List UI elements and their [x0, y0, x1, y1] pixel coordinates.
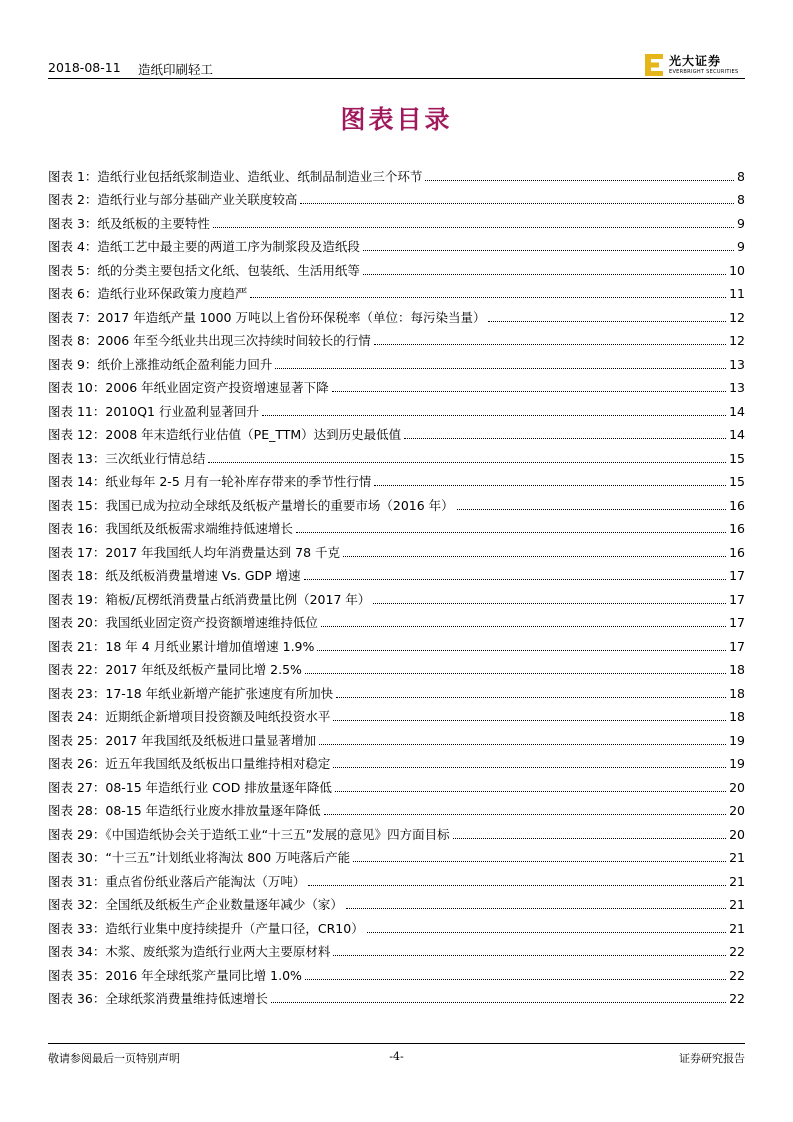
toc-entry-page: 9 [737, 239, 745, 254]
toc-dot-leader [457, 509, 726, 510]
toc-entry-label: 图表 20：我国纸业固定资产投资额增速维持低位 [48, 615, 318, 630]
toc-entry-page: 19 [729, 732, 745, 748]
toc-entry[interactable] [48, 959, 745, 983]
toc-entry-label: 图表 21：18 年 4 月纸业累计增加值增速 1.9% [48, 638, 315, 654]
toc-entry-label: 图表 25：2017 年我国纸及纸板进口量显著增加 [48, 732, 317, 748]
toc-entry-page: 9 [737, 215, 745, 231]
toc-dot-leader [208, 462, 726, 463]
report-date: 2018-08-11 [48, 60, 121, 75]
toc-entry-page: 11 [729, 286, 745, 301]
toc-entry[interactable] [48, 865, 745, 889]
toc-entry-page: 16 [729, 497, 745, 513]
page-number: -4- [389, 1050, 404, 1063]
toc-dot-leader [332, 391, 726, 392]
toc-entry[interactable] [48, 419, 745, 443]
toc-entry-page: 12 [729, 333, 745, 348]
toc-entry-label: 图表 10：2006 年纸业固定资产投资增速显著下降 [48, 380, 329, 395]
toc-entry[interactable] [48, 654, 745, 678]
toc-dot-leader [453, 838, 727, 839]
toc-entry[interactable] [48, 607, 745, 631]
toc-dot-leader [319, 744, 726, 745]
toc-entry-page: 8 [737, 168, 745, 184]
toc-entry[interactable] [48, 795, 745, 819]
toc-dot-leader [346, 908, 726, 909]
toc-entry-label: 图表 13：三次纸业行情总结 [48, 450, 206, 466]
toc-entry-label: 图表 16：我国纸及纸板需求端维持低速增长 [48, 521, 293, 536]
toc-entry-page: 13 [729, 380, 745, 395]
toc-entry-label: 图表 3：纸及纸板的主要特性 [48, 215, 210, 231]
toc-entry-label: 图表 17：2017 年我国纸人均年消费量达到 78 千克 [48, 544, 341, 560]
everbright-logo-icon [645, 54, 663, 76]
toc-dot-leader [373, 603, 726, 604]
toc-entry-page: 22 [729, 991, 745, 1006]
toc-entry-label: 图表 30：“十三五”计划纸业将淘汰 800 万吨落后产能 [48, 850, 351, 865]
toc-entry[interactable] [48, 701, 745, 725]
toc-entry-page: 16 [729, 544, 745, 560]
toc-entry-page: 21 [729, 850, 745, 865]
toc-entry-page: 20 [729, 826, 745, 842]
toc-dot-leader [374, 485, 726, 486]
toc-entry-label: 图表 19：箱板/瓦楞纸消费量占纸消费量比例（2017 年） [48, 591, 371, 607]
logo-english-name: EVERBRIGHT SECURITIES [669, 69, 739, 75]
toc-entry-label: 图表 27：08-15 年造纸行业 COD 排放量逐年降低 [48, 779, 332, 795]
toc-entry[interactable] [48, 325, 745, 349]
page-title: 图表目录 [340, 105, 453, 134]
toc-dot-leader [321, 626, 726, 627]
toc-dot-leader [343, 556, 726, 557]
toc-entry[interactable] [48, 184, 745, 208]
toc-dot-leader [336, 697, 726, 698]
toc-entry-page: 17 [729, 615, 745, 630]
toc-dot-leader [296, 532, 726, 533]
toc-entry[interactable] [48, 936, 745, 960]
report-topic: 造纸印刷轻工 [138, 62, 214, 77]
toc-entry-page: 21 [729, 920, 745, 936]
toc-entry[interactable] [48, 348, 745, 372]
toc-dot-leader [213, 227, 734, 228]
toc-entry-page: 18 [729, 709, 745, 724]
toc-entry-page: 15 [729, 450, 745, 466]
toc-entry-page: 10 [729, 262, 745, 278]
toc-entry[interactable] [48, 278, 745, 302]
toc-entry-label: 图表 35：2016 年全球纸浆产量同比增 1.0% [48, 967, 302, 983]
toc-entry[interactable] [48, 748, 745, 772]
toc-entry[interactable] [48, 207, 745, 231]
toc-entry-label: 图表 4：造纸工艺中最主要的两道工序为制浆段及造纸段 [48, 239, 360, 254]
toc-entry[interactable] [48, 160, 745, 184]
toc-entry-page: 14 [729, 427, 745, 442]
logo-chinese-name: 光大证券 [669, 54, 722, 68]
toc-entry[interactable] [48, 724, 745, 748]
toc-entry[interactable] [48, 442, 745, 466]
header-divider [48, 78, 745, 79]
toc-entry-page: 22 [729, 967, 745, 983]
toc-entry[interactable] [48, 630, 745, 654]
toc-entry[interactable] [48, 231, 745, 255]
report-type: 证券研究报告 [679, 1052, 745, 1065]
toc-dot-leader [353, 861, 726, 862]
toc-entry-label: 图表 6：造纸行业环保政策力度趋严 [48, 286, 248, 301]
toc-entry-page: 16 [729, 521, 745, 536]
toc-entry-page: 13 [729, 356, 745, 372]
toc-entry[interactable] [48, 536, 745, 560]
toc-dot-leader [404, 438, 726, 439]
toc-dot-leader [317, 650, 726, 651]
toc-entry[interactable] [48, 983, 745, 1007]
toc-entry-label: 图表 28：08-15 年造纸行业废水排放量逐年降低 [48, 803, 321, 818]
toc-entry-label: 图表 11：2010Q1 行业盈利显著回升 [48, 403, 259, 419]
toc-entry-label: 图表 32：全国纸及纸板生产企业数量逐年减少（家） [48, 897, 343, 912]
toc-entry-page: 21 [729, 897, 745, 912]
toc-entry-page: 22 [729, 944, 745, 959]
toc-dot-leader [262, 415, 726, 416]
toc-entry-page: 21 [729, 873, 745, 889]
toc-entry[interactable] [48, 513, 745, 537]
page-footer [48, 1050, 745, 1066]
toc-dot-leader [363, 250, 734, 251]
toc-entry[interactable] [48, 889, 745, 913]
toc-dot-leader [300, 203, 734, 204]
toc-entry-label: 图表 2：造纸行业与部分基础产业关联度较高 [48, 192, 298, 207]
toc-dot-leader [304, 579, 726, 580]
toc-entry[interactable] [48, 842, 745, 866]
toc-entry-page: 15 [729, 474, 745, 489]
toc-entry-label: 图表 29：《中国造纸协会关于造纸工业“十三五”发展的意见》四方面目标 [48, 826, 450, 842]
toc-entry-page: 20 [729, 779, 745, 795]
toc-entry-label: 图表 12：2008 年末造纸行业估值（PE_TTM）达到历史最低值 [48, 427, 402, 442]
toc-entry[interactable] [48, 818, 745, 842]
toc-entry[interactable] [48, 560, 745, 584]
toc-entry-label: 图表 23：17-18 年纸业新增产能扩张速度有所加快 [48, 685, 334, 701]
toc-entry-label: 图表 24：近期纸企新增项目投资额及吨纸投资水平 [48, 709, 331, 724]
toc-dot-leader [425, 180, 734, 181]
toc-entry-label: 图表 22：2017 年纸及纸板产量同比增 2.5% [48, 662, 302, 677]
toc-entry-label: 图表 31：重点省份纸业落后产能淘汰（万吨） [48, 873, 306, 889]
toc-entry-page: 18 [729, 685, 745, 701]
company-logo [645, 52, 745, 80]
toc-dot-leader [333, 767, 726, 768]
toc-entry-page: 20 [729, 803, 745, 818]
toc-entry[interactable] [48, 395, 745, 419]
toc-entry-page: 12 [729, 309, 745, 325]
toc-entry[interactable] [48, 466, 745, 490]
toc-dot-leader [271, 1002, 726, 1003]
toc-dot-leader [324, 814, 726, 815]
toc-dot-leader [275, 368, 726, 369]
toc-entry-page: 18 [729, 662, 745, 677]
footer-divider [48, 1043, 745, 1044]
toc-dot-leader [305, 673, 726, 674]
toc-entry-label: 图表 7：2017 年造纸产量 1000 万吨以上省份环保税率（单位：每污染当量） [48, 309, 486, 325]
toc-dot-leader [333, 955, 726, 956]
figure-table-of-contents [48, 160, 745, 1006]
disclaimer-note: 敬请参阅最后一页特别声明 [48, 1052, 180, 1065]
toc-entry-label: 图表 1：造纸行业包括纸浆制造业、造纸业、纸制品制造业三个环节 [48, 168, 423, 184]
toc-entry-page: 19 [729, 756, 745, 771]
toc-dot-leader [488, 321, 726, 322]
toc-entry[interactable] [48, 912, 745, 936]
toc-entry-label: 图表 18：纸及纸板消费量增速 Vs. GDP 增速 [48, 568, 301, 583]
toc-dot-leader [308, 885, 726, 886]
toc-entry[interactable] [48, 771, 745, 795]
toc-entry-page: 8 [737, 192, 745, 207]
toc-entry[interactable] [48, 677, 745, 701]
toc-dot-leader [367, 932, 726, 933]
toc-entry[interactable] [48, 583, 745, 607]
toc-entry[interactable] [48, 489, 745, 513]
toc-entry-label: 图表 34：木浆、废纸浆为造纸行业两大主要原材料 [48, 944, 331, 959]
toc-dot-leader [335, 791, 726, 792]
toc-entry-label: 图表 26：近五年我国纸及纸板出口量维持相对稳定 [48, 756, 331, 771]
toc-entry[interactable] [48, 372, 745, 396]
toc-entry-page: 17 [729, 568, 745, 583]
page-header [48, 52, 745, 78]
toc-entry-label: 图表 36：全球纸浆消费量维持低速增长 [48, 991, 268, 1006]
toc-dot-leader [333, 720, 726, 721]
toc-entry-page: 17 [729, 591, 745, 607]
toc-dot-leader [374, 344, 726, 345]
toc-entry[interactable] [48, 301, 745, 325]
toc-entry-page: 17 [729, 638, 745, 654]
toc-dot-leader [363, 274, 726, 275]
toc-entry-label: 图表 33：造纸行业集中度持续提升（产量口径，CR10） [48, 920, 364, 936]
toc-entry-label: 图表 14：纸业每年 2-5 月有一轮补库存带来的季节性行情 [48, 474, 372, 489]
toc-entry-label: 图表 8：2006 年至今纸业共出现三次持续时间较长的行情 [48, 333, 371, 348]
toc-entry-label: 图表 9：纸价上涨推动纸企盈利能力回升 [48, 356, 273, 372]
toc-entry-page: 14 [729, 403, 745, 419]
toc-entry-label: 图表 15：我国已成为拉动全球纸及纸板产量增长的重要市场（2016 年） [48, 497, 454, 513]
toc-dot-leader [250, 297, 726, 298]
toc-entry[interactable] [48, 254, 745, 278]
toc-entry-label: 图表 5：纸的分类主要包括文化纸、包装纸、生活用纸等 [48, 262, 360, 278]
toc-dot-leader [305, 979, 726, 980]
